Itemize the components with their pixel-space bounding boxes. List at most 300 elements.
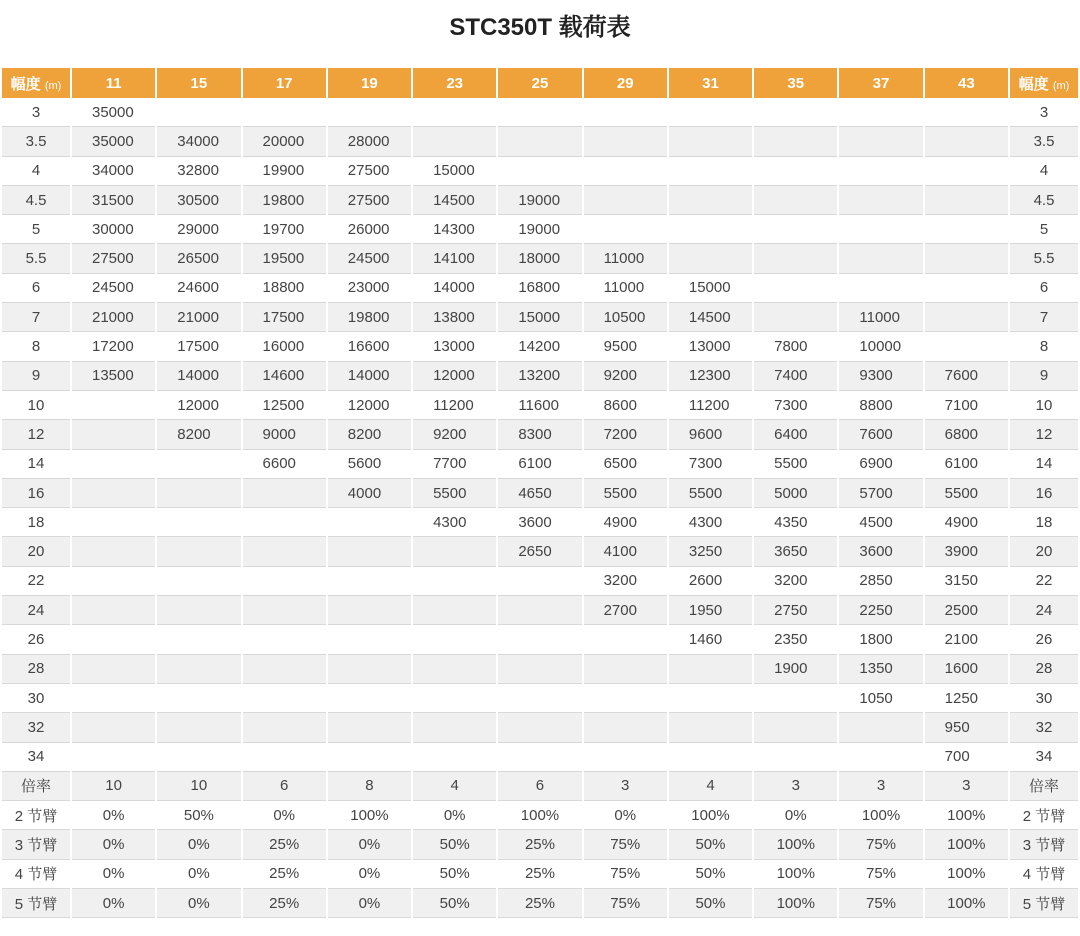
cell-value: 8 (328, 772, 411, 801)
cell-value: 3650 (754, 537, 837, 566)
cell-value (72, 743, 155, 772)
cell-value (498, 713, 581, 742)
cell-value (839, 244, 922, 273)
load-row (2, 655, 1078, 684)
cell-value: 8800 (839, 391, 922, 420)
cell-value (669, 713, 752, 742)
cell-value (498, 625, 581, 654)
cell-value (328, 508, 411, 537)
row-label: 12 (2, 420, 70, 449)
cell-value: 6600 (243, 450, 326, 479)
cell-value: 18800 (243, 274, 326, 303)
cell-value: 17500 (157, 332, 240, 361)
row-label: 倍率 (2, 772, 70, 801)
row-label: 3.5 (2, 127, 70, 156)
cell-value (413, 567, 496, 596)
radius-unit: (m) (44, 79, 62, 92)
cell-value (157, 596, 240, 625)
cell-value (839, 186, 922, 215)
header-boom-length: 17 (243, 68, 326, 98)
load-row (2, 537, 1078, 566)
cell-value: 17500 (243, 303, 326, 332)
load-row (2, 332, 1078, 361)
row-label-right: 18 (1010, 508, 1078, 537)
cell-value: 6 (243, 772, 326, 801)
cell-value: 15000 (498, 303, 581, 332)
header-radius-label (2, 68, 70, 98)
cell-value: 100% (754, 889, 837, 918)
cell-value (72, 713, 155, 742)
cell-value: 5600 (328, 450, 411, 479)
cell-value (498, 596, 581, 625)
row-label: 9 (2, 362, 70, 391)
cell-value (754, 274, 837, 303)
cell-value: 0% (72, 889, 155, 918)
cell-value: 7700 (413, 450, 496, 479)
cell-value: 13000 (413, 332, 496, 361)
row-label-right: 3 节臂 (1010, 830, 1078, 859)
cell-value: 9300 (839, 362, 922, 391)
cell-value: 6100 (925, 450, 1008, 479)
cell-value (669, 244, 752, 273)
cell-value: 21000 (72, 303, 155, 332)
cell-value (584, 215, 667, 244)
cell-value (157, 567, 240, 596)
cell-value (498, 127, 581, 156)
cell-value: 3 (584, 772, 667, 801)
cell-value (157, 479, 240, 508)
cell-value (925, 303, 1008, 332)
cell-value: 3250 (669, 537, 752, 566)
cell-value: 16600 (328, 332, 411, 361)
header-boom-length: 19 (328, 68, 411, 98)
cell-value (925, 274, 1008, 303)
row-label-right: 4.5 (1010, 186, 1078, 215)
cell-value (413, 743, 496, 772)
cell-value (669, 655, 752, 684)
cell-value (839, 157, 922, 186)
cell-value: 6900 (839, 450, 922, 479)
cell-value: 0% (328, 889, 411, 918)
load-row (2, 215, 1078, 244)
cell-value: 16800 (498, 274, 581, 303)
cell-value: 100% (669, 801, 752, 830)
cell-value (839, 274, 922, 303)
row-label: 24 (2, 596, 70, 625)
cell-value: 5700 (839, 479, 922, 508)
cell-value: 27500 (72, 244, 155, 273)
cell-value: 29000 (157, 215, 240, 244)
row-label: 4 节臂 (2, 860, 70, 889)
cell-value: 700 (925, 743, 1008, 772)
cell-value: 4300 (413, 508, 496, 537)
cell-value: 9600 (669, 420, 752, 449)
cell-value: 30500 (157, 186, 240, 215)
cell-value: 1350 (839, 655, 922, 684)
cell-value (72, 537, 155, 566)
cell-value: 4900 (584, 508, 667, 537)
load-row (2, 479, 1078, 508)
cell-value: 11000 (584, 244, 667, 273)
row-label: 22 (2, 567, 70, 596)
row-label-right: 14 (1010, 450, 1078, 479)
row-label-right: 5.5 (1010, 244, 1078, 273)
cell-value (243, 655, 326, 684)
cell-value (839, 743, 922, 772)
cell-value: 2100 (925, 625, 1008, 654)
cell-value: 0% (72, 830, 155, 859)
cell-value: 11200 (669, 391, 752, 420)
cell-value (669, 127, 752, 156)
cell-value: 5500 (669, 479, 752, 508)
cell-value: 14500 (413, 186, 496, 215)
cell-value: 11000 (584, 274, 667, 303)
cell-value: 35000 (72, 98, 155, 127)
cell-value (413, 713, 496, 742)
cell-value (754, 157, 837, 186)
cell-value: 8600 (584, 391, 667, 420)
cell-value: 19800 (243, 186, 326, 215)
cell-value (413, 625, 496, 654)
row-label-right: 26 (1010, 625, 1078, 654)
cell-value: 14000 (157, 362, 240, 391)
cell-value: 12000 (413, 362, 496, 391)
cell-value (925, 332, 1008, 361)
cell-value (72, 391, 155, 420)
row-label: 14 (2, 450, 70, 479)
cell-value (243, 537, 326, 566)
cell-value: 50% (669, 889, 752, 918)
cell-value: 9500 (584, 332, 667, 361)
cell-value (157, 98, 240, 127)
header-boom-length: 15 (157, 68, 240, 98)
cell-value: 75% (839, 860, 922, 889)
cell-value: 1250 (925, 684, 1008, 713)
cell-value (157, 625, 240, 654)
row-label: 28 (2, 655, 70, 684)
cell-value: 1900 (754, 655, 837, 684)
cell-value: 100% (754, 860, 837, 889)
cell-value: 100% (925, 860, 1008, 889)
cell-value: 1050 (839, 684, 922, 713)
cell-value: 0% (157, 830, 240, 859)
cell-value (157, 713, 240, 742)
cell-value: 3600 (498, 508, 581, 537)
load-row (2, 450, 1078, 479)
config-row (2, 830, 1078, 859)
cell-value: 5000 (754, 479, 837, 508)
cell-value: 75% (584, 830, 667, 859)
cell-value: 50% (669, 860, 752, 889)
cell-value: 12300 (669, 362, 752, 391)
cell-value (839, 98, 922, 127)
cell-value: 12000 (157, 391, 240, 420)
cell-value: 9200 (584, 362, 667, 391)
header-boom-length: 11 (72, 68, 155, 98)
load-row (2, 420, 1078, 449)
cell-value: 0% (413, 801, 496, 830)
cell-value: 13800 (413, 303, 496, 332)
cell-value: 4 (413, 772, 496, 801)
cell-value: 14000 (413, 274, 496, 303)
cell-value: 11600 (498, 391, 581, 420)
load-row (2, 391, 1078, 420)
cell-value: 9000 (243, 420, 326, 449)
cell-value: 5500 (754, 450, 837, 479)
row-label: 7 (2, 303, 70, 332)
cell-value: 3 (925, 772, 1008, 801)
cell-value (754, 303, 837, 332)
cell-value: 13500 (72, 362, 155, 391)
cell-value (754, 713, 837, 742)
cell-value: 0% (157, 860, 240, 889)
cell-value (328, 743, 411, 772)
config-row (2, 772, 1078, 801)
cell-value (754, 215, 837, 244)
cell-value: 19500 (243, 244, 326, 273)
cell-value (413, 537, 496, 566)
cell-value: 100% (925, 801, 1008, 830)
cell-value: 100% (925, 889, 1008, 918)
cell-value: 100% (754, 830, 837, 859)
cell-value: 3 (754, 772, 837, 801)
cell-value: 25% (243, 889, 326, 918)
cell-value (72, 625, 155, 654)
row-label: 5 (2, 215, 70, 244)
row-label-right: 7 (1010, 303, 1078, 332)
row-label-right: 32 (1010, 713, 1078, 742)
row-label: 3 节臂 (2, 830, 70, 859)
cell-value (669, 157, 752, 186)
header-boom-length: 31 (669, 68, 752, 98)
row-label-right: 22 (1010, 567, 1078, 596)
cell-value (72, 450, 155, 479)
cell-value: 8200 (157, 420, 240, 449)
cell-value: 4350 (754, 508, 837, 537)
cell-value (328, 596, 411, 625)
cell-value (413, 655, 496, 684)
cell-value (498, 157, 581, 186)
cell-value (243, 743, 326, 772)
cell-value (157, 743, 240, 772)
header-boom-length: 29 (584, 68, 667, 98)
cell-value (243, 625, 326, 654)
cell-value (498, 567, 581, 596)
cell-value: 50% (413, 830, 496, 859)
cell-value (413, 684, 496, 713)
cell-value: 75% (584, 860, 667, 889)
row-label-right: 5 (1010, 215, 1078, 244)
cell-value: 19000 (498, 215, 581, 244)
header-boom-length: 35 (754, 68, 837, 98)
cell-value: 20000 (243, 127, 326, 156)
cell-value (839, 215, 922, 244)
row-label-right: 3.5 (1010, 127, 1078, 156)
cell-value: 24500 (72, 274, 155, 303)
cell-value (328, 713, 411, 742)
cell-value (669, 98, 752, 127)
cell-value: 14200 (498, 332, 581, 361)
cell-value: 2750 (754, 596, 837, 625)
cell-value (754, 98, 837, 127)
cell-value (243, 713, 326, 742)
load-row (2, 508, 1078, 537)
cell-value: 8200 (328, 420, 411, 449)
radius-label: 幅度 (10, 75, 41, 93)
cell-value: 18000 (498, 244, 581, 273)
row-label: 4.5 (2, 186, 70, 215)
cell-value (498, 684, 581, 713)
cell-value: 19000 (498, 186, 581, 215)
cell-value: 25% (243, 830, 326, 859)
cell-value: 6500 (584, 450, 667, 479)
cell-value: 34000 (72, 157, 155, 186)
header-radius-label (1010, 68, 1078, 98)
cell-value (754, 684, 837, 713)
row-label-right: 24 (1010, 596, 1078, 625)
cell-value: 10000 (839, 332, 922, 361)
cell-value (584, 157, 667, 186)
cell-value: 14500 (669, 303, 752, 332)
cell-value: 0% (157, 889, 240, 918)
load-row (2, 362, 1078, 391)
cell-value: 100% (328, 801, 411, 830)
cell-value: 7600 (925, 362, 1008, 391)
row-label: 18 (2, 508, 70, 537)
cell-value (669, 684, 752, 713)
cell-value: 3 (839, 772, 922, 801)
cell-value: 19800 (328, 303, 411, 332)
cell-value: 1950 (669, 596, 752, 625)
row-label-right: 12 (1010, 420, 1078, 449)
cell-value: 4500 (839, 508, 922, 537)
cell-value (157, 684, 240, 713)
load-row (2, 684, 1078, 713)
row-label: 5 节臂 (2, 889, 70, 918)
cell-value: 25% (498, 889, 581, 918)
cell-value: 5500 (413, 479, 496, 508)
cell-value: 7800 (754, 332, 837, 361)
cell-value: 35000 (72, 127, 155, 156)
cell-value: 13000 (669, 332, 752, 361)
cell-value: 14000 (328, 362, 411, 391)
cell-value: 2500 (925, 596, 1008, 625)
cell-value (328, 537, 411, 566)
page-title: STC350T 载荷表 (449, 14, 631, 41)
row-label-right: 5 节臂 (1010, 889, 1078, 918)
row-label-right: 28 (1010, 655, 1078, 684)
row-label-right: 倍率 (1010, 772, 1078, 801)
cell-value (72, 684, 155, 713)
cell-value: 26000 (328, 215, 411, 244)
header-boom-length: 23 (413, 68, 496, 98)
load-row (2, 303, 1078, 332)
cell-value: 14300 (413, 215, 496, 244)
cell-value: 26500 (157, 244, 240, 273)
header-boom-length: 43 (925, 68, 1008, 98)
cell-value (754, 127, 837, 156)
cell-value: 19700 (243, 215, 326, 244)
cell-value (243, 596, 326, 625)
row-label-right: 20 (1010, 537, 1078, 566)
cell-value: 19900 (243, 157, 326, 186)
cell-value: 12000 (328, 391, 411, 420)
cell-value (925, 244, 1008, 273)
radius-unit: (m) (1052, 79, 1070, 92)
cell-value: 30000 (72, 215, 155, 244)
cell-value (839, 127, 922, 156)
cell-value: 2600 (669, 567, 752, 596)
cell-value: 2700 (584, 596, 667, 625)
cell-value: 24500 (328, 244, 411, 273)
row-label: 16 (2, 479, 70, 508)
load-row (2, 625, 1078, 654)
cell-value: 100% (839, 801, 922, 830)
cell-value (584, 127, 667, 156)
cell-value (72, 596, 155, 625)
cell-value (839, 713, 922, 742)
load-row (2, 274, 1078, 303)
cell-value: 4900 (925, 508, 1008, 537)
cell-value: 6100 (498, 450, 581, 479)
cell-value (243, 684, 326, 713)
cell-value: 3200 (754, 567, 837, 596)
cell-value: 10 (72, 772, 155, 801)
cell-value (243, 479, 326, 508)
cell-value: 1800 (839, 625, 922, 654)
cell-value: 4000 (328, 479, 411, 508)
cell-value: 7600 (839, 420, 922, 449)
config-row (2, 801, 1078, 830)
cell-value: 25% (243, 860, 326, 889)
cell-value: 25% (498, 830, 581, 859)
cell-value (584, 186, 667, 215)
row-label: 32 (2, 713, 70, 742)
radius-label: 幅度 (1018, 75, 1049, 93)
cell-value: 6 (498, 772, 581, 801)
cell-value (925, 157, 1008, 186)
cell-value: 32800 (157, 157, 240, 186)
cell-value: 9200 (413, 420, 496, 449)
config-row (2, 889, 1078, 918)
cell-value: 950 (925, 713, 1008, 742)
cell-value: 75% (839, 830, 922, 859)
cell-value: 50% (669, 830, 752, 859)
cell-value (925, 215, 1008, 244)
row-label: 2 节臂 (2, 801, 70, 830)
row-label-right: 4 (1010, 157, 1078, 186)
cell-value: 0% (584, 801, 667, 830)
row-label: 5.5 (2, 244, 70, 273)
cell-value: 14600 (243, 362, 326, 391)
load-chart-table (0, 68, 1080, 918)
cell-value: 11000 (839, 303, 922, 332)
cell-value: 50% (413, 889, 496, 918)
cell-value (754, 244, 837, 273)
config-row (2, 860, 1078, 889)
cell-value: 3200 (584, 567, 667, 596)
cell-value: 7100 (925, 391, 1008, 420)
header-boom-length: 25 (498, 68, 581, 98)
cell-value: 7200 (584, 420, 667, 449)
cell-value: 4300 (669, 508, 752, 537)
row-label-right: 3 (1010, 98, 1078, 127)
cell-value (584, 743, 667, 772)
cell-value: 7300 (754, 391, 837, 420)
cell-value: 5500 (925, 479, 1008, 508)
cell-value: 8300 (498, 420, 581, 449)
cell-value: 0% (328, 830, 411, 859)
